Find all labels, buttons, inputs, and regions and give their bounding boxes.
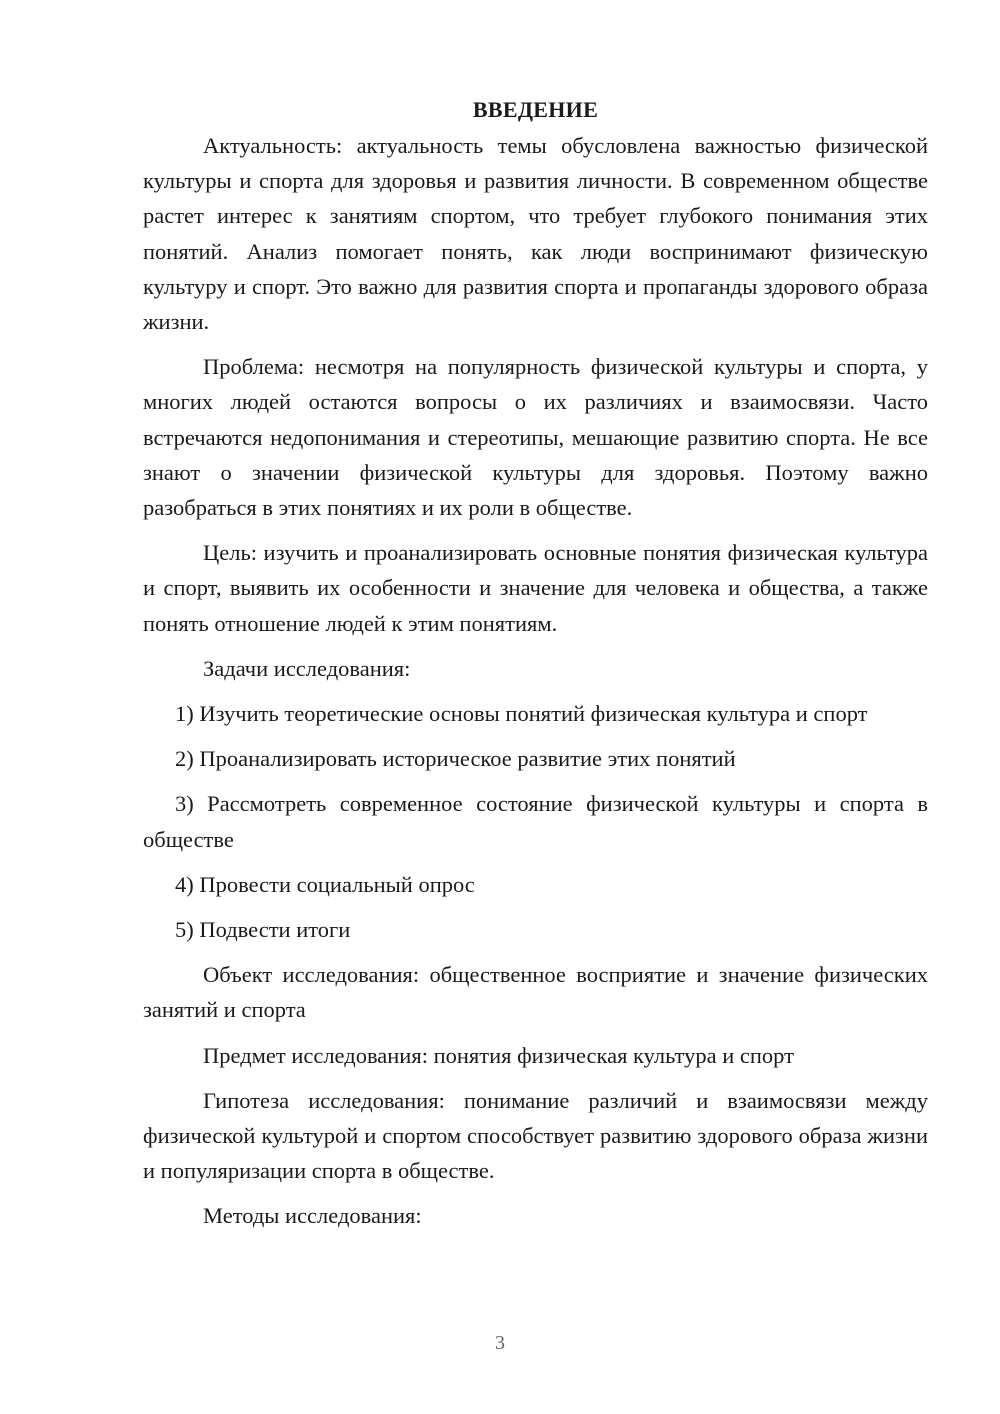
task-item-4: 4) Провести социальный опрос [175, 871, 475, 897]
task-item-5: 5) Подвести итоги [175, 917, 351, 943]
task-item-2: 2) Проанализировать историческое развитие этих понятий [175, 746, 736, 772]
paragraph-hypothesis: Гипотеза исследования: понимание различий и взаимосвязи между физической культурой и спортом способствует развитию здорового образа жизни и популяризации спорта в обществе. [143, 1087, 928, 1184]
paragraph-relevance: Актуальность: актуальность темы обусловлена важностью физической культуры и спорта для здоровья и развития личности. В современном обществе растет интерес к занятиям спортом, что требует глубокого понимания этих понятий. Анализ помогает понять, как люди воспринимают физическую культуру и спорт. Это важно для развития спорта и пропаганды здорового образа жизни. [143, 133, 928, 335]
task-item-1: 1) Изучить теоретические основы понятий физическая культура и спорт [175, 701, 868, 727]
document-page [143, 92, 928, 1234]
paragraph-tasks-title: Задачи исследования: [203, 655, 411, 681]
paragraph-methods: Методы исследования: [203, 1203, 422, 1229]
section-heading: ВВЕДЕНИЕ [472, 97, 599, 122]
paragraph-object: Объект исследования: общественное восприятие и значение физических занятий и спорта [143, 962, 928, 1023]
paragraph-subject: Предмет исследования: понятия физическая культура и спорт [203, 1042, 794, 1068]
paragraph-goal: Цель: изучить и проанализировать основные понятия физическая культура и спорт, выявить их особенности и значение для человека и общества, а также понять отношение людей к этим понятиям. [143, 540, 928, 636]
paragraph-problem: Проблема: несмотря на популярность физической культуры и спорта, у многих людей остаются вопросы о их различиях и взаимосвязи. Часто встречаются недопонимания и стереотипы, мешающие развитию спорта. Не все знают о значении физической культуры для здоровья. Поэтому важно разобраться в этих понятиях и их роли в обществе. [143, 354, 928, 521]
page-number: 3 [495, 1332, 505, 1354]
task-item-3: 3) Рассмотреть современное состояние физической культуры и спорта в обществе [143, 791, 928, 852]
